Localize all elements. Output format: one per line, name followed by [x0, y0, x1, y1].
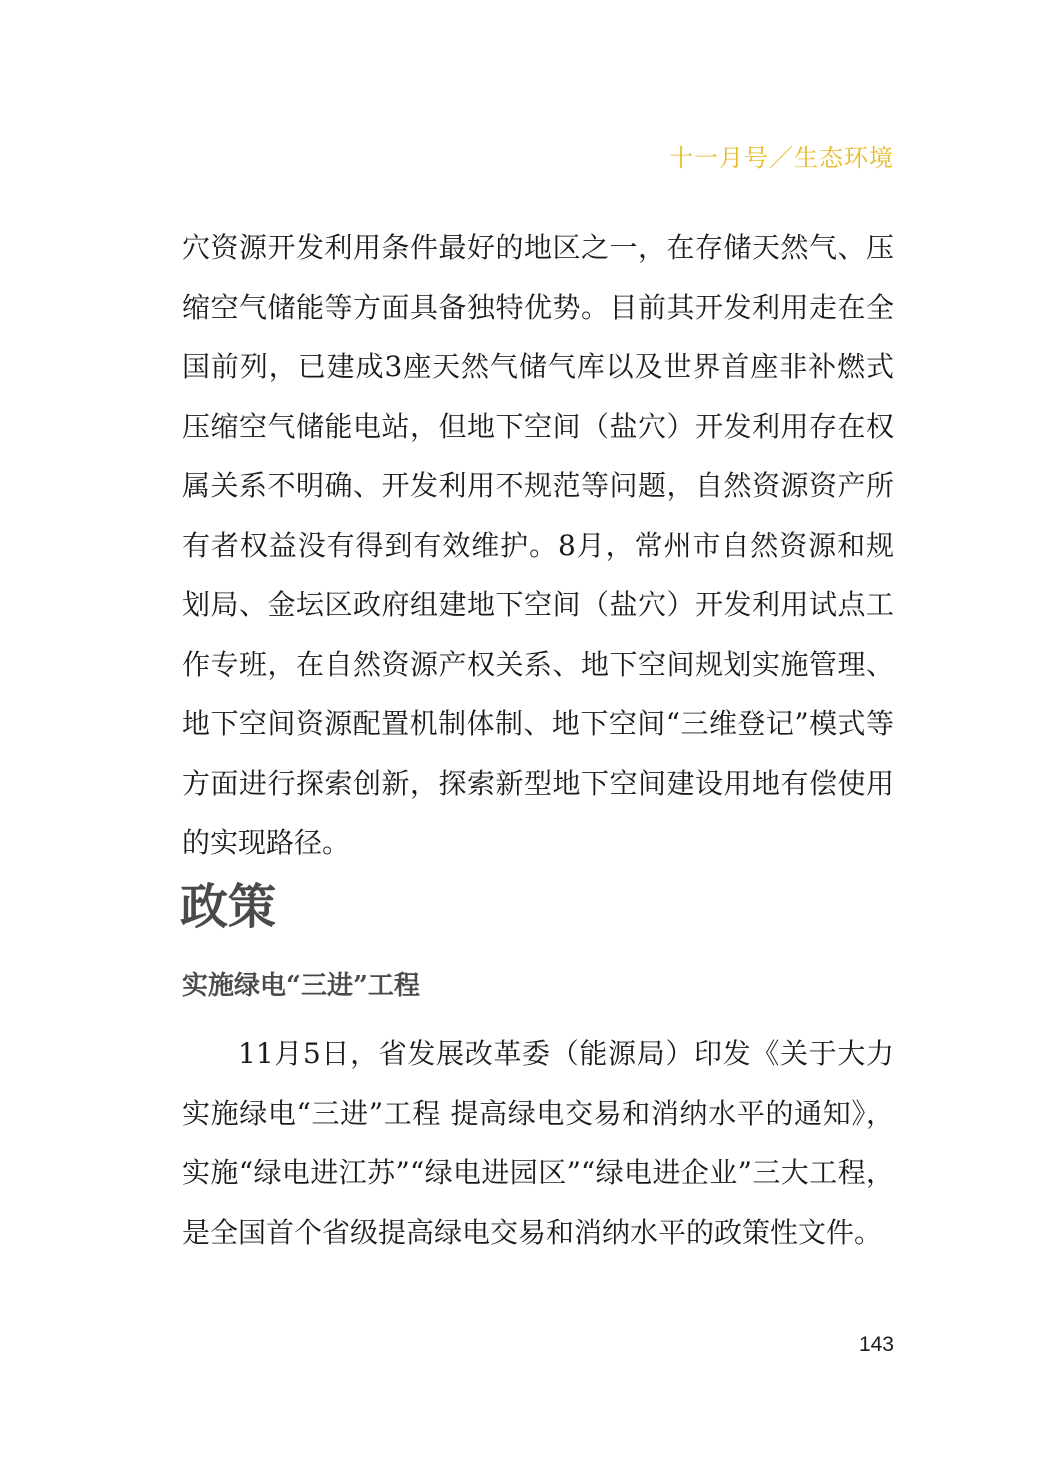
section-heading: 政策 [180, 879, 277, 935]
running-header-title: 十一月号／生态环境 [669, 144, 894, 172]
body-paragraph-green-power: 11月5日，省发展改革委（能源局）印发《关于大力实施绿电“三进”工程 提高绿电交易和消纳水平的通知》，实施“绿电进江苏”“绿电进园区”“绿电进企业”三大工程，是全国首个省级提高绿电交易和消纳水平的政策性文件。 [182, 1037, 894, 1249]
body-paragraph-salt-cavern: 穴资源开发利用条件最好的地区之一，在存储天然气、压缩空气储能等方面具备独特优势。目前其开发利用走在全国前列，已建成3座天然气储气库以及世界首座非补燃式压缩空气储能电站，但地下空间（盐穴）开发利用存在权属关系不明确、开发利用不规范等问题，自然资源资产所有者权益没有得到有效维护。8月，常州市自然资源和规划局、金坛区政府组建地下空间（盐穴）开发利用试点工作专班，在自然资源产权关系、地下空间规划实施管理、地下空间资源配置机制体制、地下空间“三维登记”模式等方面进行探索创新，探索新型地下空间建设用地有偿使用的实现路径。 [182, 231, 894, 859]
page-number: 143 [858, 1333, 894, 1356]
sub-heading: 实施绿电“三进”工程 [182, 971, 420, 1001]
